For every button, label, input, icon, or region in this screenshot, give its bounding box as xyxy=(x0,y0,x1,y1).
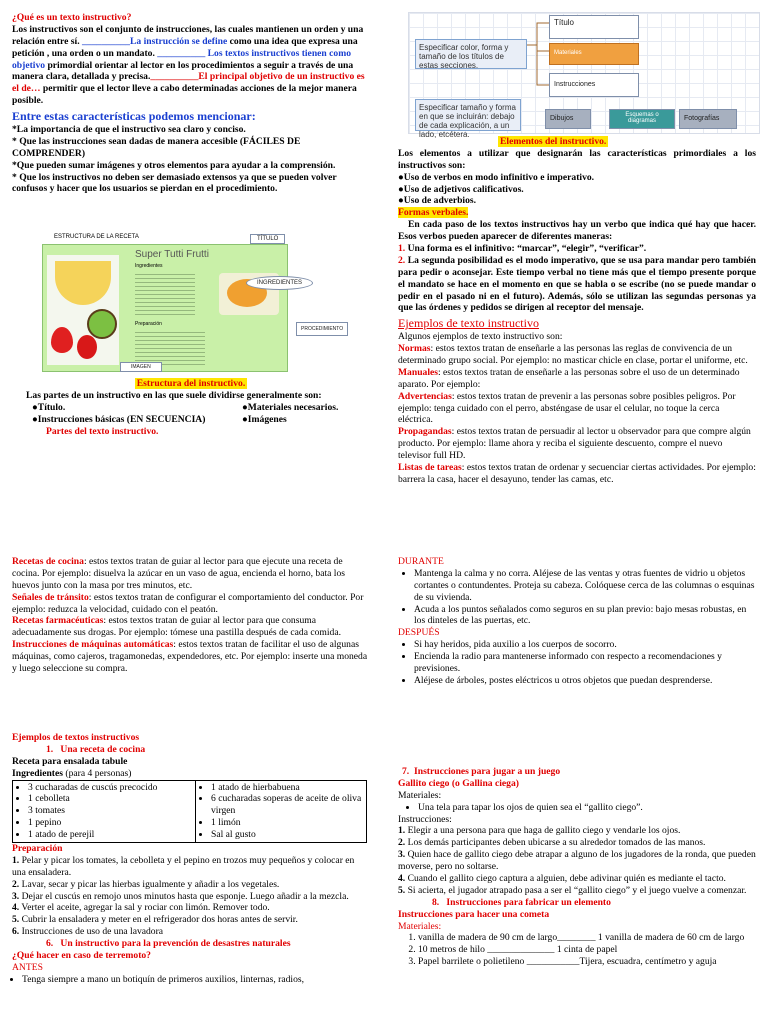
intro-text-a: Los instructivos son el conjunto de instrucciones, las cuales mantienen un orden y una relación entre sí. xyxy=(12,23,364,47)
ejemplos-intro: Algunos ejemplos de texto instructivo son: xyxy=(398,331,563,343)
intro-main-objective: El principal objetivo de un instructivo es el de… xyxy=(12,71,365,95)
fruit-image xyxy=(47,255,119,365)
ejemplo-item: Normas: estos textos tratan de enseñarle a las personas las reglas de convivencia de un determinado grupo social. Por ejemplo: no masticar chicle en clase, portar el uniforme, etc. xyxy=(398,343,748,367)
ingredients-col-1 xyxy=(13,780,196,842)
ingredient-item: • 1 atado de hierbabuena xyxy=(211,782,363,794)
element-item: ●Uso de adjetivos calificativos. xyxy=(398,183,524,195)
part-item: ●Imágenes xyxy=(242,413,287,425)
part-item: ●Instrucciones básicas (EN SECUENCIA) xyxy=(32,413,206,425)
game-material-item: • Una tela para tapar los ojos de quien sea el “gallito ciego”. xyxy=(418,802,756,814)
durante-list xyxy=(398,568,756,627)
ejemplo-item: Advertencias: estos textos tratan de prevenir a las personas sobre posibles peligros. Por ejemplo: tenga cuidado con el perro, absténgase de usar el celular, no toque la cerca eléctrica. xyxy=(398,390,736,426)
intro-blank-3: __________ xyxy=(150,71,199,83)
example-6-heading: 6. Un instructivo para la prevención de desastres naturales xyxy=(46,938,291,950)
examples-heading: Ejemplos de textos instructivos xyxy=(12,732,140,743)
recipe-structure-figure xyxy=(20,232,360,372)
example-1-heading: 1. Una receta de cocina xyxy=(46,743,146,755)
ingredients-line: Ingredientes (para 4 personas) xyxy=(12,767,132,779)
ejemplo-item: Manuales: estos textos tratan de enseñarle a las personas sobre el uso de un determinado aparato. Por ejemplo: xyxy=(398,366,740,390)
feature-item: * Que los instructivos no deben ser demasiado extensos ya que se pueden volver confusos y hacer que los usuarios se pierdan en el procedimiento. xyxy=(12,171,337,195)
antes-heading: ANTES xyxy=(12,961,43,973)
parts-grid xyxy=(12,402,370,426)
title-tag: TÍTULO xyxy=(250,234,285,244)
game-step: 2. Los demás participantes deben ubicarse a su alrededor tomados de las manos. xyxy=(398,837,706,849)
ingredient-item: • 6 cucharadas soperas de aceite de oliva virgen xyxy=(211,793,363,817)
ingredient-item: • 1 limón xyxy=(211,817,363,829)
ingredient-item: • 3 cucharadas de cuscús precocido xyxy=(28,782,192,794)
game-step: 1. Elegir a una persona para que haga de gallito ciego y vendarle los ojos. xyxy=(398,825,681,837)
game-step: 4. Cuando el gallito ciego captura a alguien, debe adivinar quién es mediante el tacto. xyxy=(398,873,726,885)
kite-material-item: 1. vanilla de madera de 90 cm de largo________ 1 vanilla de madera de 60 cm de largo xyxy=(418,932,756,944)
recipe-preparation-lines xyxy=(135,329,205,365)
recipe-preparation-label: Preparación xyxy=(135,321,162,327)
kite-materials-label: Materiales: xyxy=(398,920,442,932)
kite-materials-list xyxy=(398,932,756,968)
recipe-ingredients-label: Ingredientes xyxy=(135,263,163,269)
intro-objective: Los textos instructivos tienen como objetivo xyxy=(12,47,351,71)
recipe-ingredient-lines xyxy=(135,271,195,315)
elements-diagram xyxy=(408,12,760,139)
right-bottom-column xyxy=(398,766,756,968)
diagram-box-titles: Especificar color, forma y tamaño de los títulos de estas secciones. xyxy=(415,39,527,69)
elements-intro: Los elementos a utilizar que designarán las características primordiales a los instructivos son: xyxy=(398,147,756,171)
structure-caption: Estructura del instructivo. xyxy=(136,378,246,389)
intro-text-c: primordial orientar al lector en los procedimientos a seguir a través de una manera clara, detallada y precisa. xyxy=(12,59,354,83)
mid-item: Recetas de cocina: estos textos tratan de guiar al lector para que ejecute una receta de cocina. Por ejemplo: disuelva la azúcar en un vaso de agua, encienda el horno, bata los huevos junto con la masa por tres minutos, etc. xyxy=(12,556,345,591)
formas-item-2: 2. La segunda posibilidad es el modo imperativo, que se usa para mandar pero también para pedir o aconsejar. Este tiempo verbal no tiene más que el tiempo presente porque el mandato se hace en el momento en que se habla o se escribe (no se puede mandar o pedir en el pasado ni en el futuro). Además, sólo se utilizan las segundas personas ya que las órdenes y pedidos se dirigen al receptor del mensaje. xyxy=(398,254,756,314)
durante-item: • Acuda a los puntos señalados como seguros en su plan previo: bajo mesas robustas, en los dinteles de las puertas, etc. xyxy=(414,604,756,628)
elements-caption: Elementos del instructivo. xyxy=(500,136,607,147)
game-instructions-label: Instrucciones: xyxy=(398,813,452,825)
right-middle-column xyxy=(398,556,756,687)
part-item: ●Materiales necesarios. xyxy=(242,401,339,413)
diagram-esquemas: Esquemas o diagramas xyxy=(609,109,675,129)
kite-heading: Instrucciones para hacer una cometa xyxy=(398,908,550,920)
recipe-title-text: Super Tutti Frutti xyxy=(135,249,209,260)
intro-blank-2: __________ xyxy=(157,47,206,59)
ingredients-table xyxy=(12,780,367,843)
game-materials-label: Materiales: xyxy=(398,789,442,801)
despues-item: • Encienda la radio para mantenerse informado con respecto a recomendaciones y previsiones. xyxy=(414,651,756,675)
parts-caption: Partes del texto instructivo. xyxy=(46,425,159,437)
diagram-fotografias: Fotografías xyxy=(679,109,737,129)
strawberry-shape xyxy=(51,327,73,353)
kiwi-shape xyxy=(87,309,117,339)
antes-list xyxy=(12,974,368,986)
game-step: 5. Si acierta, el jugador atrapado pasa a ser el “gallito ciego” y el juego vuelve a comenzar. xyxy=(398,884,747,896)
element-item: ●Uso de verbos en modo infinitivo e imperativo. xyxy=(398,171,595,183)
ingredient-item: • 1 atado de perejil xyxy=(28,829,192,841)
question-heading: ¿Qué es un texto instructivo? xyxy=(12,12,132,23)
right-top-column xyxy=(398,136,756,486)
image-tag: IMAGEN xyxy=(120,362,162,372)
left-top-column xyxy=(12,12,370,195)
prep-step: 5. Cubrir la ensaladera y meter en el refrigerador dos horas antes de servir. xyxy=(12,914,298,926)
ejemplos-heading: Ejemplos de texto instructivo xyxy=(398,316,539,331)
features-heading: Entre estas características podemos mencionar: xyxy=(12,109,256,124)
intro-blank: __________ xyxy=(82,35,130,47)
diagram-materiales: Materiales xyxy=(549,43,639,65)
structure-caption-line xyxy=(12,378,370,390)
left-bottom-column xyxy=(12,732,368,986)
left-top-parts xyxy=(12,378,370,437)
prep-step: 6. Instrucciones de uso de una lavadora xyxy=(12,926,164,938)
example-7-heading: 7. Instrucciones para jugar a un juego xyxy=(402,766,561,777)
elements-caption-line xyxy=(398,136,756,148)
game-title: Gallito ciego (o Gallina ciega) xyxy=(398,777,519,789)
fruit-cup xyxy=(55,261,111,305)
diagram-instrucciones: Instrucciones xyxy=(549,73,639,97)
game-step: 3. Quien hace de gallito ciego debe atrapar a alguno de los jugadores de la ronda, que pueden moverse, pero no soltarse. xyxy=(398,849,756,873)
despues-item: • Aléjese de árboles, postes eléctricos u otros objetos que puedan desprenderse. xyxy=(414,675,756,687)
parts-intro: Las partes de un instructivo en las que suele dividirse generalmente son: xyxy=(26,389,322,401)
despues-list xyxy=(398,639,756,687)
ejemplo-item: Listas de tareas: estos textos tratan de ordenar y secuenciar ciertas actividades. Por ejemplo: barrera la casa, hacer el desayuno, tender las camas, etc. xyxy=(398,462,756,485)
mid-item: Recetas farmacéuticas: estos textos tratan de guiar al lector para que consuma adecuadamente sus drogas. Por ejemplo: tómese una pastilla después de cada comida. xyxy=(12,615,342,639)
ingredient-item: • 3 tomates xyxy=(28,805,192,817)
diagram-box-images: Especificar tamaño y forma en que se incluirán: debajo de cada explicación, a un lado, etcétera. xyxy=(415,99,521,131)
despues-item: • Si hay heridos, pida auxilio a los cuerpos de socorro. xyxy=(414,639,756,651)
feature-item: *Que pueden sumar imágenes y otros elementos para ayudar a la comprensión. xyxy=(12,159,336,171)
antes-item: • Tenga siempre a mano un botiquín de primeros auxilios, linternas, radios, xyxy=(22,974,368,986)
durante-item: • Mantenga la calma y no corra. Aléjese de las ventas y otras fuentes de vidrio u objetos cortantes o contundentes. Proteja su cabeza. Colóquese cerca de las columnas o esquinas de su vivienda. xyxy=(414,568,756,604)
despues-heading: DESPUÉS xyxy=(398,627,440,639)
diagram-dibujos: Dibujos xyxy=(545,109,591,129)
part-item: ●Título. xyxy=(32,401,66,413)
mid-item: Señales de tránsito: estos textos tratan de configurar el comportamiento del conductor. Por ejemplo: reduzca la velocidad, cuidado con el peatón. xyxy=(12,591,364,615)
prep-step: 3. Dejar el cuscús en remojo unos minutos hasta que esponje. Luego añadir a la mezcla. xyxy=(12,890,349,902)
terremoto-question: ¿Qué hacer en caso de terremoto? xyxy=(12,950,151,962)
ejemplo-item: Propagandas: estos textos tratan de persuadir al lector u observador para que compre algún producto. Por ejemplo: llame ahora y reciba el siguiente descuento, compre el nuevo televisor full HD. xyxy=(398,426,751,462)
ingredient-item: • Sal al gusto xyxy=(211,829,363,841)
formas-heading: Formas verbales. xyxy=(398,207,469,219)
ingredient-item: • 1 cebolleta xyxy=(28,793,192,805)
intro-text-d: permitir que el lector lleve a cabo determinadas acciones de la mejor manera posible. xyxy=(12,83,357,107)
prep-step: 4. Verter el aceite, agregar la sal y rociar con limón. Remover todo. xyxy=(12,902,270,914)
formas-item-1: 1. Una forma es el infinitivo: “marcar”, “elegir”, “verificar”. xyxy=(398,243,647,255)
diagram-titulo: Título xyxy=(549,15,639,39)
example-8-heading: 8. Instrucciones para fabricar un elemento xyxy=(432,896,611,908)
kite-material-item: 2. 10 metros de hilo ______________ 1 cinta de papel xyxy=(418,944,756,956)
intro-definition: La instrucción se define xyxy=(129,35,228,47)
recipe-card xyxy=(42,244,288,372)
recipe-structure-label: ESTRUCTURA DE LA RECETA xyxy=(54,234,139,240)
intro-paragraph xyxy=(12,24,370,107)
formas-paragraph: En cada paso de los textos instructivos hay un verbo que indica qué hay que hacer. Esos verbos pueden aparecer de diferentes maneras: xyxy=(398,219,756,243)
recipe-name: Receta para ensalada tabule xyxy=(12,755,128,767)
feature-item: *La importancia de que el instructivo sea claro y conciso. xyxy=(12,124,246,135)
durante-heading: DURANTE xyxy=(398,556,444,567)
preparation-heading: Preparación xyxy=(12,843,63,855)
procedure-tag: PROCEDIMIENTO xyxy=(296,322,348,336)
mid-item: Instrucciones de máquinas automáticas: estos textos tratan de facilitar el uso de algunas máquinas, como cajeros, tragamonedas, expendedores, etc. Por ejemplo: inserte una moneda y luego seleccione su compra. xyxy=(12,639,368,675)
prep-step: 2. Lavar, secar y picar las hierbas igualmente y añadir a los vegetales. xyxy=(12,878,280,890)
element-item: ●Uso de adverbios. xyxy=(398,195,477,207)
intro-text-b: como una idea que expresa una petición , una orden o un mandato. xyxy=(12,35,358,59)
formas-heading-line xyxy=(398,207,756,219)
feature-item: * Que las instrucciones sean dadas de manera accesible (FÁCILES DE COMPRENDER) xyxy=(12,135,301,159)
ingredients-col-2 xyxy=(196,780,367,842)
left-middle-column xyxy=(12,556,368,675)
ejemplos-list xyxy=(398,343,756,486)
prep-step: 1. Pelar y picar los tomates, la cebolleta y el pepino en trozos muy pequeños y colocar en una ensaladera. xyxy=(12,854,355,878)
kite-material-item: 3. Papel barrilete o polietileno ___________Tijera, escuadra, centímetro y aguja xyxy=(418,956,756,968)
ingredient-item: • 1 pepino xyxy=(28,817,192,829)
ingredients-tag: INGREDIENTES xyxy=(246,276,313,290)
game-materials-list xyxy=(398,802,756,814)
strawberry-shape xyxy=(77,335,97,359)
